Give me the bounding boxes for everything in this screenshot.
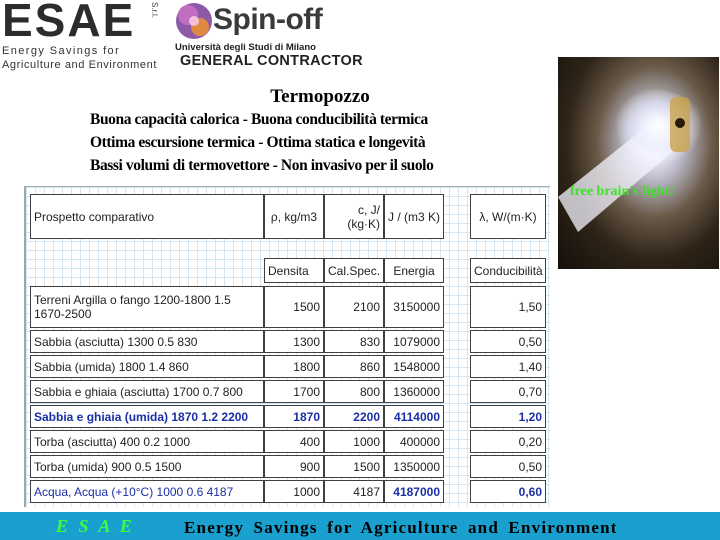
- key-light-icon: [558, 57, 719, 269]
- table-row-energia: 1548000: [384, 355, 444, 378]
- glowing-key-photo: [558, 57, 719, 269]
- bullet-line-3: Bassi volumi di termovettore - Non invasivo per il suolo: [90, 157, 434, 174]
- table-header-lambda: λ, W/(m·K): [470, 194, 546, 239]
- table-subheader-calspec: Cal.Spec.: [324, 258, 384, 283]
- table-row-conducibilita-highlighted: 1,20: [470, 405, 546, 428]
- table-row-label: Sabbia e ghiaia (asciutta) 1700 0.7 800: [30, 380, 264, 403]
- table-row-conducibilita: 1,40: [470, 355, 546, 378]
- table-row-calspec: 830: [324, 330, 384, 353]
- bullet-line-1: Buona capacità calorica - Buona conducibilità termica: [90, 111, 428, 128]
- table-subheader-conducibilita: Conducibilità: [470, 258, 546, 283]
- esae-logo-tagline-2: Agriculture and Environment: [2, 59, 157, 71]
- table-row-label: Sabbia (umida) 1800 1.4 860: [30, 355, 264, 378]
- table-row-densita: 1300: [264, 330, 324, 353]
- table-header-c: c, J/ (kg·K): [324, 194, 384, 239]
- table-header-prospetto: Prospetto comparativo: [30, 194, 264, 239]
- table-row-conducibilita: 0,50: [470, 455, 546, 478]
- table-row-energia-highlighted: 4114000: [384, 405, 444, 428]
- bullet-line-2: Ottima escursione termica - Ottima statica e longevità: [90, 134, 426, 151]
- table-row-calspec: 2100: [324, 286, 384, 328]
- spinoff-swirl-icon: [174, 1, 214, 41]
- table-row-densita: 900: [264, 455, 324, 478]
- table-row-energia: 1079000: [384, 330, 444, 353]
- table-row-densita: 1000: [264, 480, 324, 503]
- table-row-label: Terreni Argilla o fango 1200-1800 1.5 1670-2500: [30, 286, 264, 328]
- photo-caption: free brain's light!: [570, 184, 674, 199]
- table-row-energia: 400000: [384, 430, 444, 453]
- table-row-calspec: 1000: [324, 430, 384, 453]
- footer-tagline: Energy Savings for Agriculture and Environment: [184, 518, 618, 537]
- footer-bar: [0, 512, 720, 540]
- table-header-j: J / (m3 K): [384, 194, 444, 239]
- table-row-conducibilita: 1,50: [470, 286, 546, 328]
- table-row-conducibilita-highlighted: 0,60: [470, 480, 546, 503]
- slide-title: Termopozzo: [270, 86, 370, 107]
- table-row-calspec: 860: [324, 355, 384, 378]
- table-subheader-energia: Energia: [384, 258, 444, 283]
- esae-logo-word: ESAE: [2, 0, 136, 46]
- table-row-energia: 3150000: [384, 286, 444, 328]
- table-subheader-densita: Densita: [264, 258, 324, 283]
- spinoff-university: Università degli Studi di Milano: [175, 42, 316, 53]
- table-row-conducibilita: 0,50: [470, 330, 546, 353]
- table-row-energia-highlighted: 4187000: [384, 480, 444, 503]
- table-row-conducibilita: 0,70: [470, 380, 546, 403]
- esae-logo: [0, 0, 165, 75]
- table-row-calspec: 800: [324, 380, 384, 403]
- footer-esae: E S A E: [56, 516, 135, 536]
- spinoff-logo: [173, 0, 363, 72]
- table-header-rho: ρ, kg/m3: [264, 194, 324, 239]
- table-row-densita: 400: [264, 430, 324, 453]
- table-row-label: Sabbia (asciutta) 1300 0.5 830: [30, 330, 264, 353]
- table-row-label-water: Acqua, Acqua (+10°C) 1000 0.6 4187: [30, 480, 264, 503]
- table-row-densita: 1500: [264, 286, 324, 328]
- esae-logo-tagline-1: Energy Savings for: [2, 45, 121, 57]
- comparison-table: [24, 186, 550, 507]
- table-row-label: Torba (umida) 900 0.5 1500: [30, 455, 264, 478]
- table-row-label: Torba (asciutta) 400 0.2 1000: [30, 430, 264, 453]
- table-row-calspec: 1500: [324, 455, 384, 478]
- table-row-energia: 1360000: [384, 380, 444, 403]
- table-row-densita: 1800: [264, 355, 324, 378]
- spinoff-logo-word: Spin-off: [213, 3, 323, 36]
- table-row-calspec-highlighted: 2200: [324, 405, 384, 428]
- table-row-densita-highlighted: 1870: [264, 405, 324, 428]
- table-row-calspec: 4187: [324, 480, 384, 503]
- esae-logo-srl: S.r.l.: [150, 2, 159, 19]
- table-row-conducibilita: 0,20: [470, 430, 546, 453]
- table-row-energia: 1350000: [384, 455, 444, 478]
- spinoff-general-contractor: GENERAL CONTRACTOR: [180, 53, 363, 69]
- table-row-densita: 1700: [264, 380, 324, 403]
- table-row-label-highlighted: Sabbia e ghiaia (umida) 1870 1.2 2200: [30, 405, 264, 428]
